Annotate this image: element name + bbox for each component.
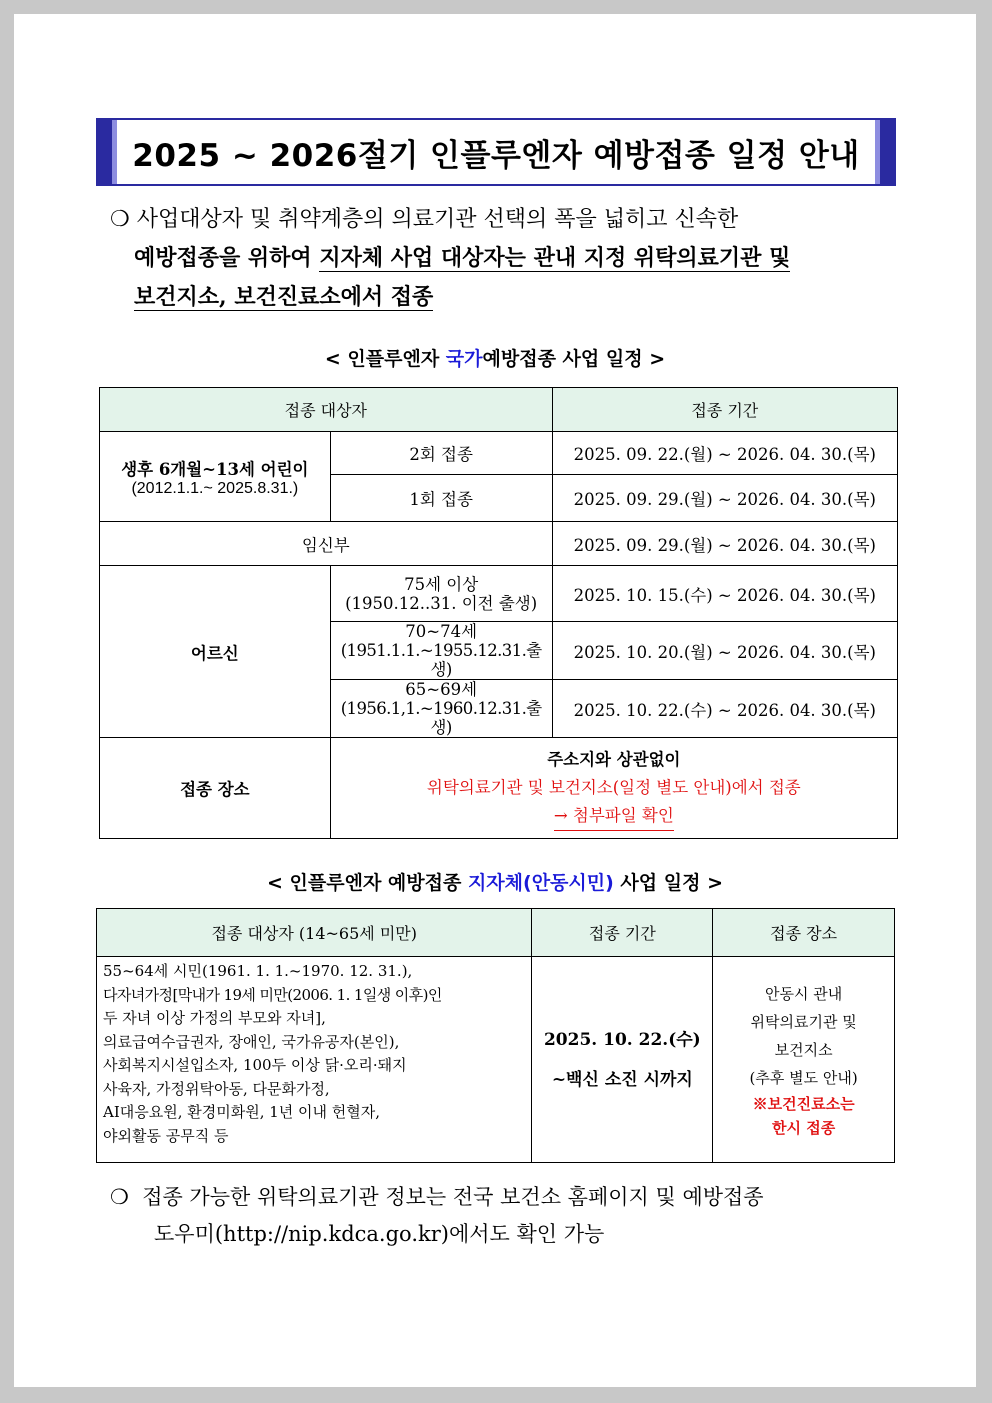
- place-line-2: 위탁의료기관 및 보건지소(일정 별도 안내)에서 접종: [426, 777, 801, 797]
- place-note-line-1: ※보건진료소는: [752, 1094, 855, 1113]
- header-target: 접종 대상자: [100, 388, 553, 432]
- period-cell: 2025. 09. 29.(월) ~ 2026. 04. 30.(목): [552, 475, 897, 522]
- period-cell: 2025. 10. 22.(수) ~ 2026. 04. 30.(목): [552, 680, 897, 738]
- children-label: 생후 6개월~13세 어린이: [121, 459, 309, 479]
- place-note-line-2: 한시 접종: [772, 1118, 836, 1137]
- birth-range: (1950.12..31. 이전 출생): [345, 593, 538, 613]
- local-section-heading: [14, 868, 976, 895]
- intro-paragraph: [110, 200, 910, 317]
- attachment-link[interactable]: → 첨부파일 확인: [554, 802, 674, 831]
- target-line: 야외활동 공무직 등: [103, 1126, 229, 1145]
- header-period: 접종 기간: [532, 909, 713, 957]
- national-schedule-table: [99, 387, 898, 839]
- place-line: 보건지소: [774, 1040, 833, 1059]
- birth-range: (1956.1,1.~1960.12.31.출생): [340, 699, 542, 737]
- heading-suffix: 예방접종 사업 일정 >: [482, 348, 666, 370]
- elderly-age-cell: [330, 566, 552, 622]
- age-text: 75세 이상: [404, 574, 479, 594]
- national-section-heading: [14, 344, 976, 371]
- heading-prefix: < 인플루엔자 예방접종: [267, 872, 468, 894]
- period-cell: 2025. 09. 22.(월) ~ 2026. 04. 30.(목): [552, 432, 897, 475]
- header-target: 접종 대상자 (14~65세 미만): [97, 909, 532, 957]
- header-period: 접종 기간: [552, 388, 897, 432]
- dose-cell: 1회 접종: [330, 475, 552, 522]
- birth-range: (1951.1.1.~1955.12.31.출생): [340, 641, 542, 679]
- target-line: 사육자, 가정위탁아동, 다문화가정,: [103, 1079, 330, 1098]
- place-line: (추후 별도 안내): [749, 1068, 858, 1087]
- period-cell: 2025. 10. 20.(월) ~ 2026. 04. 30.(목): [552, 622, 897, 680]
- period-line-2: ~백신 소진 시까지: [551, 1069, 693, 1090]
- intro-line-3-underlined: 보건지소, 보건진료소에서 접종: [134, 284, 434, 310]
- elderly-age-cell: [330, 680, 552, 738]
- header-place: 접종 장소: [713, 909, 895, 957]
- target-line: AI대응요원, 환경미화원, 1년 이내 헌혈자,: [103, 1103, 381, 1121]
- place-line-1: 주소지와 상관없이: [547, 749, 681, 769]
- intro-line-2-plain: 예방접종을 위하여: [134, 245, 320, 271]
- place-label: 접종 장소: [100, 738, 331, 839]
- heading-prefix: < 인플루엔자: [324, 348, 446, 370]
- target-line: 의료급여수급권자, 장애인, 국가유공자(본인),: [103, 1032, 400, 1051]
- page-title: 2025 ~ 2026절기 인플루엔자 예방접종 일정 안내: [132, 137, 860, 174]
- target-line: 다자녀가정[막내가 19세 미만(2006. 1. 1일생 이후)인: [103, 985, 442, 1004]
- intro-line-1: 사업대상자 및 취약계층의 의료기관 선택의 폭을 넓히고 신속한: [136, 207, 739, 232]
- target-line: 55~64세 시민(1961. 1. 1.~1970. 12. 31.),: [103, 962, 413, 980]
- local-schedule-table: [96, 908, 895, 1163]
- age-text: 70~74세: [405, 622, 478, 641]
- document-page: [14, 14, 976, 1387]
- elderly-age-cell: [330, 622, 552, 680]
- target-line: 두 자녀 이상 가정의 부모와 자녀],: [103, 1009, 326, 1027]
- local-targets-cell: [97, 957, 532, 1163]
- pregnant-label: 임신부: [100, 522, 553, 566]
- heading-highlight: 지자체(안동시민): [467, 872, 614, 894]
- period-cell: 2025. 10. 15.(수) ~ 2026. 04. 30.(목): [552, 566, 897, 622]
- bullet-icon: ❍: [110, 207, 130, 232]
- footer-line-2: 도우미(http://nip.kdca.go.kr)에서도 확인 가능: [154, 1222, 605, 1246]
- period-cell: 2025. 09. 29.(월) ~ 2026. 04. 30.(목): [552, 522, 897, 566]
- place-line: 안동시 관내: [765, 984, 843, 1003]
- target-line: 사회복지시설입소자, 100두 이상 닭·오리·돼지: [103, 1056, 407, 1074]
- children-range: (2012.1.1.~ 2025.8.31.): [131, 479, 299, 497]
- dose-cell: 2회 접종: [330, 432, 552, 475]
- heading-suffix: 사업 일정 >: [613, 872, 723, 894]
- heading-highlight: 국가: [445, 348, 483, 370]
- title-banner: [96, 118, 896, 186]
- place-line: 위탁의료기관 및: [750, 1012, 857, 1031]
- bullet-icon: ❍: [110, 1185, 129, 1209]
- place-cell: [330, 738, 897, 839]
- children-cell: [100, 432, 331, 522]
- intro-line-2-underlined: 지자체 사업 대상자는 관내 지정 위탁의료기관 및: [319, 245, 791, 271]
- local-place-cell: [713, 957, 895, 1163]
- local-period-cell: [532, 957, 713, 1163]
- footer-paragraph: [110, 1179, 920, 1253]
- footer-line-1: 접종 가능한 위탁의료기관 정보는 전국 보건소 홈페이지 및 예방접종: [142, 1185, 764, 1209]
- period-line-1: 2025. 10. 22.(수): [543, 1029, 701, 1050]
- age-text: 65~69세: [405, 680, 478, 699]
- elderly-label: 어르신: [100, 566, 331, 738]
